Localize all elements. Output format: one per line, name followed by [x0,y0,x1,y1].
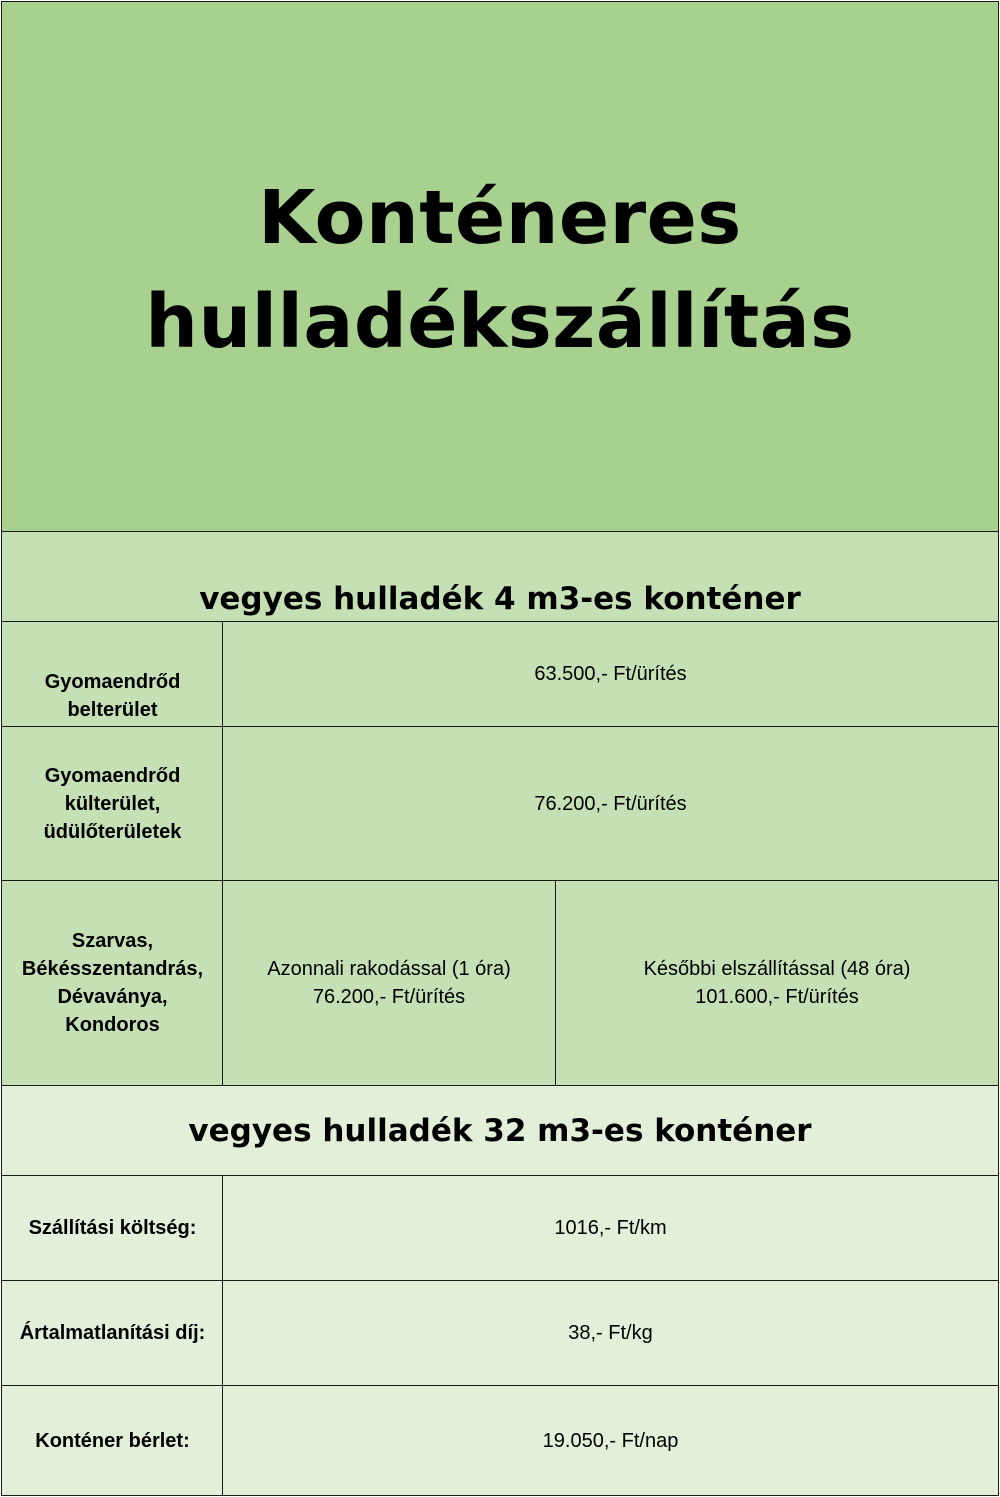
label-line: Szarvas, [71,930,154,952]
label-line: Gyomaendrőd [44,671,181,693]
row-label: Konténer bérlet: [35,1429,190,1452]
label-line: Gyomaendrőd [44,764,181,787]
label-line: belterület [67,699,158,721]
option-name: Későbbi elszállítással (48 óra) [643,958,911,980]
label-line: üdülőterületek [43,820,182,843]
row-container-rental-price [222,1385,999,1496]
title-banner [1,1,999,532]
page-title [145,166,854,374]
option-price: 76.200,- Ft/ürítés [312,986,466,1008]
section-4m3-title: vegyes hulladék 4 m3-es konténer [199,581,801,617]
row-gyomaendrod-belterulet-price [222,621,999,727]
price-value: 1016,- Ft/km [554,1217,667,1239]
option-price: 101.600,- Ft/ürítés [695,986,859,1008]
label-line: Dévaványa, [57,986,168,1008]
option-later-transport [555,880,999,1086]
row-label: Ártalmatlanítási díj: [19,1322,206,1344]
label-line: Kondoros [65,1014,160,1036]
row-gyomaendrod-belterulet-label [1,621,224,727]
option-immediate-loading [222,880,556,1086]
price-value: 38,- Ft/kg [568,1322,653,1344]
row-disposal-fee-label [1,1280,224,1386]
row-label: Szállítási költség: [28,1217,197,1239]
row-transport-cost-label [1,1175,224,1281]
page-title-line2: hulladékszállítás [145,278,855,365]
row-transport-cost-price [222,1175,999,1281]
row-szarvas-label [1,880,224,1086]
row-gyomaendrod-kulterulet-price [222,726,999,881]
row-container-rental-label [1,1385,224,1496]
price-value: 19.050,- Ft/nap [542,1429,679,1452]
price-value: 76.200,- Ft/ürítés [534,792,687,815]
row-disposal-fee-price [222,1280,999,1386]
label-line: Békésszentandrás, [21,958,204,980]
row-gyomaendrod-kulterulet-label [1,726,224,881]
price-value: 63.500,- Ft/ürítés [534,663,687,685]
section-4m3-header [1,531,999,622]
section-32m3-header [1,1085,999,1176]
label-line: külterület, [64,792,161,815]
option-name: Azonnali rakodással (1 óra) [267,958,511,980]
page-title-line1: Konténeres [258,174,742,261]
section-32m3-title: vegyes hulladék 32 m3-es konténer [188,1112,812,1149]
